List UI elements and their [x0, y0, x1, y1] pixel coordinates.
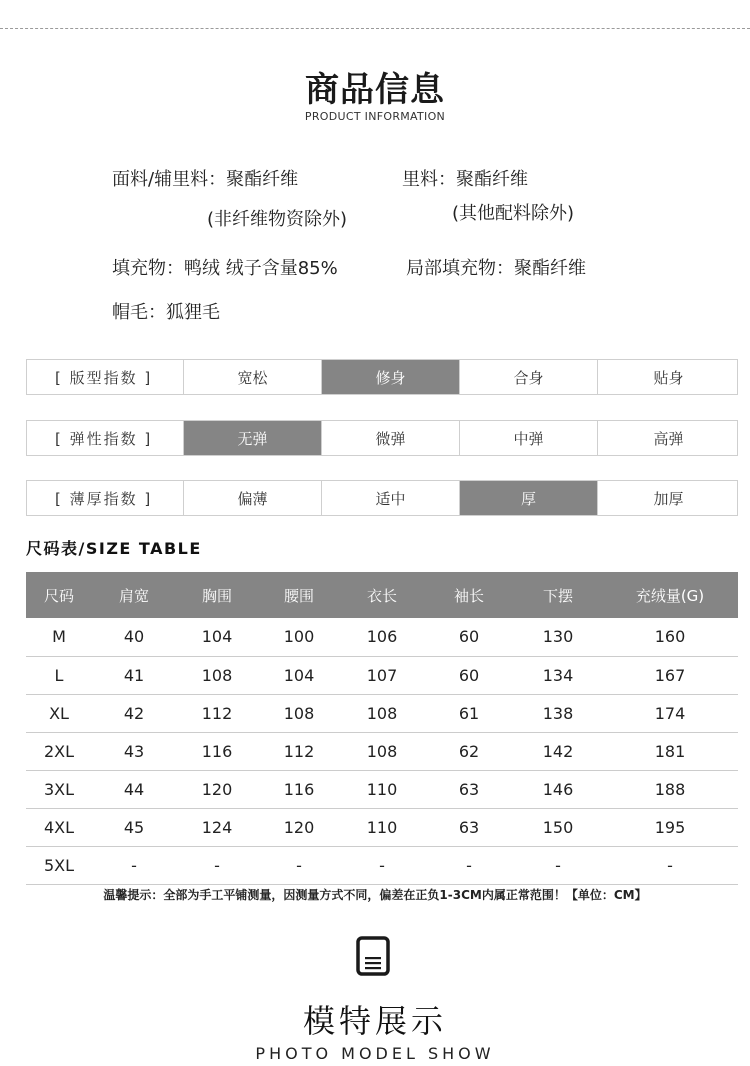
index-row	[26, 420, 738, 456]
info-lining: 里料：聚酯纤维	[402, 169, 528, 190]
size-table-cell: 112	[258, 732, 340, 770]
size-table-cell: 120	[176, 770, 258, 808]
size-table-cell: 63	[424, 808, 514, 846]
size-table-row	[26, 846, 738, 884]
index-row-label: [ 版型指数 ]	[55, 368, 153, 387]
size-table-cell: 174	[602, 694, 738, 732]
size-table-row	[26, 618, 738, 656]
size-table-cell: 108	[176, 656, 258, 694]
info-fabric-note: (非纤维物资除外)	[207, 209, 348, 230]
size-table-cell: 181	[602, 732, 738, 770]
size-table-cell: 107	[340, 656, 424, 694]
index-row	[26, 480, 738, 516]
size-table-cell: M	[26, 618, 92, 656]
model-show-subtitle: PHOTO MODEL SHOW	[255, 1044, 495, 1063]
size-table-column-header: 充绒量(G)	[602, 572, 738, 618]
measurement-tip: 温馨提示：全部为手工平铺测量，因测量方式不同，偏差在正负1-3CM内属正常范围！【单位：CM】	[103, 888, 647, 902]
size-table-row	[26, 770, 738, 808]
size-table-cell: 60	[424, 656, 514, 694]
size-table-cell: 5XL	[26, 846, 92, 884]
info-hat-fur: 帽毛：狐狸毛	[112, 302, 220, 323]
info-lining-note: (其他配料除外)	[452, 203, 575, 224]
top-dashed-divider	[0, 28, 750, 29]
size-table-cell: XL	[26, 694, 92, 732]
size-table-cell: 142	[514, 732, 602, 770]
size-table-cell: 110	[340, 808, 424, 846]
model-show-title: 模特展示	[302, 1002, 447, 1040]
size-table-row	[26, 808, 738, 846]
size-table-cell: 108	[340, 694, 424, 732]
size-table-column-header: 下摆	[514, 572, 602, 618]
size-table-cell: 150	[514, 808, 602, 846]
size-table-cell: 110	[340, 770, 424, 808]
size-table-cell: -	[602, 846, 738, 884]
size-table-cell: 60	[424, 618, 514, 656]
size-table-cell: 112	[176, 694, 258, 732]
size-table-row	[26, 656, 738, 694]
index-option: 贴身	[597, 360, 739, 394]
size-table-cell: 45	[92, 808, 176, 846]
size-table-cell: 4XL	[26, 808, 92, 846]
size-table-cell: 116	[176, 732, 258, 770]
size-table-cell: 2XL	[26, 732, 92, 770]
size-table-cell: 100	[258, 618, 340, 656]
size-table-cell: 167	[602, 656, 738, 694]
info-fabric: 面料/辅里料：聚酯纤维	[112, 169, 299, 190]
section-subtitle: PRODUCT INFORMATION	[304, 110, 446, 123]
index-option: 加厚	[597, 481, 739, 515]
size-table-cell: -	[340, 846, 424, 884]
size-table-cell: -	[424, 846, 514, 884]
size-table-cell: 43	[92, 732, 176, 770]
size-table-cell: 44	[92, 770, 176, 808]
size-table	[26, 572, 738, 885]
size-table-cell: 104	[258, 656, 340, 694]
size-table-cell: -	[514, 846, 602, 884]
section-title: 商品信息	[305, 70, 445, 110]
size-table-row	[26, 694, 738, 732]
size-table-cell: 61	[424, 694, 514, 732]
size-table-cell: -	[176, 846, 258, 884]
size-table-cell: 116	[258, 770, 340, 808]
info-filling: 填充物：鸭绒 绒子含量85%	[112, 258, 338, 279]
size-table-cell: L	[26, 656, 92, 694]
size-table-cell: 42	[92, 694, 176, 732]
size-table-column-header: 胸围	[176, 572, 258, 618]
index-option: 微弹	[321, 421, 459, 455]
size-table-cell: 160	[602, 618, 738, 656]
index-row-label: [ 薄厚指数 ]	[55, 489, 153, 508]
size-table-column-header: 腰围	[258, 572, 340, 618]
index-option-selected: 修身	[321, 360, 459, 394]
size-table-cell: 134	[514, 656, 602, 694]
size-table-cell: 124	[176, 808, 258, 846]
size-table-cell: 108	[340, 732, 424, 770]
size-table-title: 尺码表/SIZE TABLE	[26, 539, 202, 558]
size-table-cell: 188	[602, 770, 738, 808]
size-table-cell: 41	[92, 656, 176, 694]
size-table-column-header: 袖长	[424, 572, 514, 618]
size-table-header	[26, 572, 738, 618]
size-table-cell: 195	[602, 808, 738, 846]
size-table-column-header: 衣长	[340, 572, 424, 618]
index-option-selected: 厚	[459, 481, 597, 515]
size-table-cell: -	[258, 846, 340, 884]
size-table-cell: 3XL	[26, 770, 92, 808]
index-option: 适中	[321, 481, 459, 515]
index-option: 高弹	[597, 421, 739, 455]
size-table-cell: 146	[514, 770, 602, 808]
size-table-cell: 63	[424, 770, 514, 808]
index-option: 偏薄	[183, 481, 321, 515]
info-partial-filling: 局部填充物：聚酯纤维	[406, 258, 586, 279]
size-table-cell: 104	[176, 618, 258, 656]
size-table-cell: 40	[92, 618, 176, 656]
index-option: 合身	[459, 360, 597, 394]
size-table-column-header: 肩宽	[92, 572, 176, 618]
index-row-label: [ 弹性指数 ]	[55, 429, 153, 448]
size-table-cell: 106	[340, 618, 424, 656]
index-row	[26, 359, 738, 395]
size-table-row	[26, 732, 738, 770]
size-table-cell: 130	[514, 618, 602, 656]
size-table-cell: 62	[424, 732, 514, 770]
size-table-cell: 138	[514, 694, 602, 732]
size-table-cell: 108	[258, 694, 340, 732]
index-option: 中弹	[459, 421, 597, 455]
size-table-cell: 120	[258, 808, 340, 846]
index-option-selected: 无弹	[183, 421, 321, 455]
size-table-column-header: 尺码	[26, 572, 92, 618]
index-option: 宽松	[183, 360, 321, 394]
document-icon	[356, 936, 390, 976]
size-table-cell: -	[92, 846, 176, 884]
